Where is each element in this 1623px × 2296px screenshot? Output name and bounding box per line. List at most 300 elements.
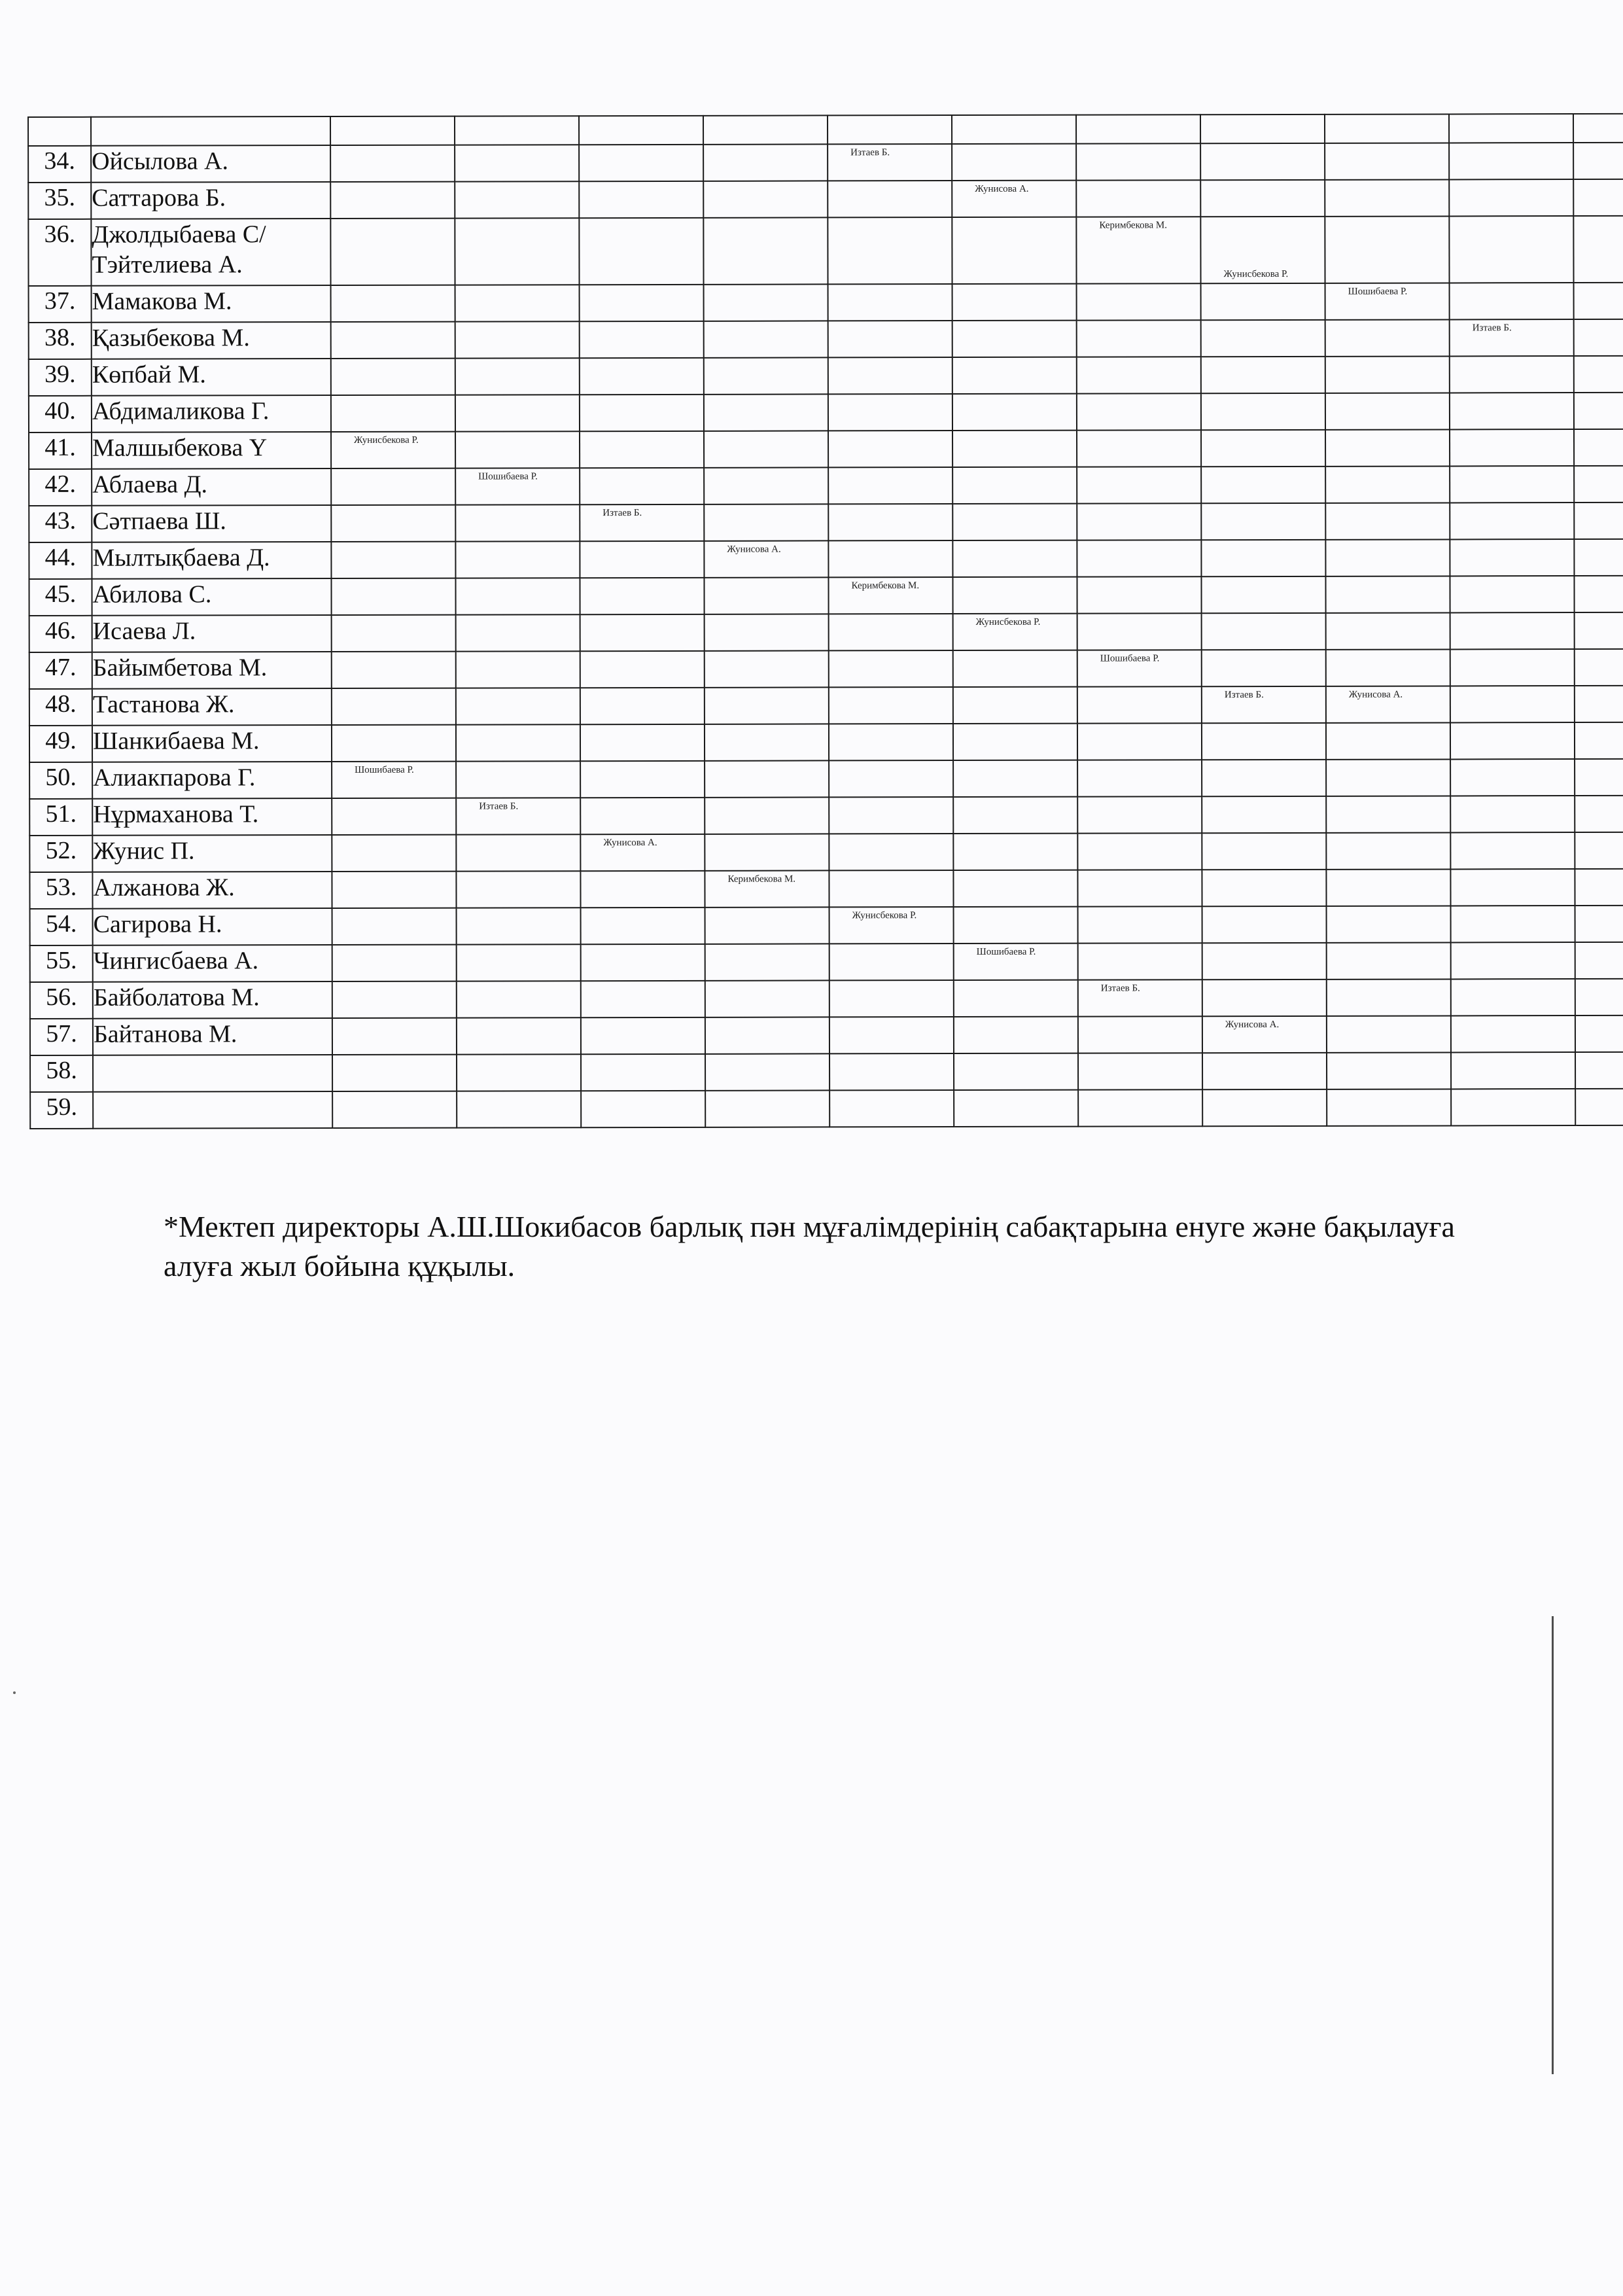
schedule-cell — [829, 1017, 954, 1053]
observation-schedule-table — [27, 113, 1623, 1129]
table-row — [30, 942, 1623, 982]
schedule-cell — [456, 614, 580, 651]
schedule-cell — [828, 217, 952, 284]
schedule-cell — [952, 357, 1077, 394]
schedule-cell — [952, 540, 1077, 577]
schedule-cell — [1449, 143, 1573, 179]
row-number: 59. — [30, 1092, 93, 1129]
schedule-cell — [705, 724, 829, 760]
schedule-cell — [829, 614, 953, 650]
schedule-cell — [953, 797, 1077, 834]
schedule-cell — [828, 181, 952, 217]
schedule-cell — [705, 687, 829, 724]
schedule-cell — [1450, 429, 1574, 466]
schedule-cell — [455, 145, 579, 181]
row-number: 56. — [30, 982, 93, 1019]
schedule-cell — [1450, 393, 1574, 429]
table-row — [29, 283, 1623, 323]
schedule-cell — [1573, 179, 1623, 216]
schedule-cell — [455, 395, 580, 431]
schedule-cell — [1077, 650, 1202, 686]
row-number: 40. — [29, 396, 92, 433]
observer-name: Жунисова А. — [603, 837, 657, 849]
schedule-cell — [1450, 612, 1575, 649]
schedule-cell — [704, 357, 828, 394]
schedule-cell — [704, 577, 828, 614]
schedule-cell — [330, 219, 455, 285]
table-row — [28, 114, 1623, 146]
schedule-cell — [1077, 870, 1202, 906]
schedule-cell — [705, 1017, 829, 1053]
student-name: Ойсылова А. — [91, 145, 330, 183]
schedule-cell — [332, 725, 456, 762]
schedule-cell — [455, 181, 579, 218]
schedule-cell — [1326, 759, 1450, 796]
table-row — [29, 319, 1623, 359]
student-name: Шанкибаева М. — [92, 725, 332, 762]
row-number: 51. — [29, 799, 92, 836]
schedule-cell — [952, 144, 1076, 181]
student-name: Алиакпарова Г. — [92, 762, 332, 799]
schedule-cell — [704, 540, 828, 577]
schedule-cell — [1451, 1052, 1575, 1089]
schedule-cell — [1325, 429, 1450, 466]
schedule-cell — [1326, 649, 1450, 686]
row-number: 45. — [29, 579, 92, 616]
schedule-cell — [1573, 143, 1623, 179]
schedule-cell — [1077, 503, 1201, 540]
schedule-cell — [1325, 179, 1449, 216]
student-name: Малшыбекова Ү — [92, 432, 331, 469]
schedule-cell — [1575, 1089, 1623, 1125]
schedule-cell — [1575, 722, 1623, 759]
schedule-cell — [580, 321, 704, 358]
schedule-cell — [828, 115, 952, 144]
schedule-cell — [1574, 539, 1623, 576]
schedule-cell — [828, 431, 952, 467]
schedule-cell — [1202, 613, 1326, 650]
schedule-cell — [952, 115, 1076, 144]
schedule-cell — [581, 1091, 705, 1127]
schedule-cell — [1202, 1089, 1327, 1126]
schedule-cell — [580, 614, 705, 651]
schedule-cell — [1078, 1089, 1202, 1126]
schedule-cell — [952, 394, 1077, 431]
row-number: 53. — [29, 872, 92, 909]
schedule-cell — [1325, 466, 1450, 503]
schedule-cell — [580, 431, 704, 468]
scan-edge-line — [1552, 1616, 1554, 2074]
observer-name: Жунисбекова Р. — [354, 434, 419, 446]
schedule-cell — [1325, 114, 1449, 143]
table-row — [30, 906, 1623, 945]
observer-name: Шошибаева Р. — [1348, 286, 1408, 297]
schedule-cell — [1201, 467, 1325, 503]
schedule-cell — [952, 431, 1077, 467]
schedule-cell — [1202, 906, 1327, 943]
table-row — [29, 686, 1623, 726]
schedule-cell — [1450, 356, 1574, 393]
schedule-cell — [1078, 906, 1202, 943]
observer-name: Изтаев Б. — [1224, 690, 1264, 701]
schedule-cell — [1076, 180, 1200, 217]
table-row — [29, 649, 1623, 689]
schedule-cell — [954, 1017, 1078, 1053]
table-row — [29, 832, 1623, 872]
schedule-cell — [705, 944, 829, 980]
schedule-cell — [332, 1018, 457, 1055]
schedule-cell — [1449, 179, 1573, 216]
schedule-cell — [1200, 115, 1325, 143]
schedule-cell — [1574, 466, 1623, 503]
schedule-cell — [1450, 832, 1575, 869]
schedule-cell — [1450, 503, 1574, 539]
row-number: 35. — [28, 183, 91, 219]
schedule-cell — [331, 578, 455, 615]
schedule-cell — [1450, 722, 1575, 759]
schedule-cell — [1573, 216, 1623, 283]
schedule-cell — [580, 724, 705, 761]
observer-name: Керимбекова М. — [851, 580, 920, 592]
observer-name: Жунисова А. — [1348, 689, 1403, 700]
table-row — [29, 869, 1623, 909]
schedule-cell — [332, 945, 457, 981]
schedule-cell — [703, 115, 828, 144]
observer-name: Изтаев Б. — [1100, 983, 1140, 994]
schedule-cell — [455, 285, 580, 321]
schedule-cell — [1326, 612, 1450, 649]
schedule-cell — [1575, 1052, 1623, 1089]
student-name: Байболатова М. — [93, 981, 332, 1019]
row-number: 38. — [29, 323, 92, 359]
schedule-cell — [952, 504, 1077, 540]
schedule-cell — [1450, 686, 1575, 722]
schedule-cell — [1076, 143, 1200, 180]
schedule-cell — [1202, 760, 1326, 796]
observer-name: Шошибаева Р. — [1100, 653, 1160, 664]
schedule-cell — [457, 908, 581, 944]
schedule-cell — [580, 651, 705, 688]
schedule-cell — [1327, 906, 1451, 942]
row-number: 43. — [29, 506, 92, 542]
schedule-cell — [580, 688, 705, 724]
schedule-cell — [1327, 1016, 1451, 1052]
schedule-cell — [1450, 283, 1574, 319]
schedule-cell — [1077, 613, 1202, 650]
schedule-cell — [1574, 503, 1623, 539]
schedule-cell — [332, 652, 456, 688]
row-number: 54. — [30, 909, 93, 945]
schedule-cell — [1201, 357, 1325, 393]
schedule-cell — [455, 321, 580, 358]
schedule-cell — [1575, 649, 1623, 686]
table-row — [29, 393, 1623, 433]
schedule-cell — [829, 907, 954, 944]
student-name: Мылтықбаева Д. — [92, 542, 331, 579]
schedule-cell — [579, 181, 703, 218]
student-name: Чингисбаева А. — [93, 945, 332, 982]
schedule-cell — [456, 688, 580, 724]
schedule-cell — [704, 394, 828, 431]
student-name: Мамакова М. — [92, 285, 331, 323]
table-row — [29, 539, 1623, 579]
schedule-cell — [1450, 649, 1575, 686]
schedule-cell — [952, 577, 1077, 614]
schedule-cell — [332, 908, 457, 945]
schedule-cell — [705, 1053, 829, 1090]
schedule-cell — [455, 358, 580, 395]
schedule-cell — [703, 181, 828, 217]
student-name: Қазыбекова М. — [92, 322, 331, 359]
schedule-cell — [331, 468, 455, 505]
student-name-line: Джолдыбаева С/ — [92, 221, 266, 249]
schedule-cell — [1077, 576, 1201, 613]
schedule-cell — [1201, 320, 1325, 357]
student-name: Сагирова Н. — [93, 908, 332, 945]
schedule-cell — [704, 504, 828, 540]
schedule-cell — [1078, 1053, 1202, 1089]
schedule-cell — [1200, 217, 1325, 283]
schedule-cell — [1575, 612, 1623, 649]
schedule-cell — [332, 615, 456, 652]
schedule-cell — [952, 321, 1077, 357]
schedule-cell — [829, 944, 954, 980]
schedule-cell — [331, 359, 455, 395]
row-number: 50. — [29, 762, 92, 799]
student-name: Байтанова М. — [93, 1018, 332, 1055]
schedule-cell — [331, 285, 455, 322]
observer-name: Изтаев Б. — [602, 508, 642, 519]
table-row — [30, 1089, 1623, 1129]
schedule-cell — [828, 144, 952, 181]
student-name: Абдималикова Г. — [92, 395, 331, 433]
schedule-cell — [1202, 686, 1326, 723]
schedule-cell — [456, 871, 580, 908]
table-row — [29, 503, 1623, 542]
schedule-cell — [1575, 686, 1623, 722]
schedule-cell — [580, 761, 705, 798]
schedule-cell — [704, 431, 828, 467]
schedule-cell — [580, 578, 704, 614]
schedule-cell — [456, 798, 580, 834]
observer-name: Изтаев Б. — [1472, 323, 1512, 334]
schedule-cell — [703, 217, 828, 284]
observer-name: Керимбекова М. — [1099, 220, 1167, 231]
table-row — [29, 356, 1623, 396]
schedule-cell — [953, 760, 1077, 797]
table-row — [29, 466, 1623, 506]
student-name: Алжанова Ж. — [92, 872, 332, 909]
schedule-cell — [332, 872, 456, 908]
schedule-cell — [580, 468, 704, 504]
row-number: 42. — [29, 469, 92, 506]
schedule-cell — [581, 981, 705, 1017]
schedule-cell — [953, 650, 1077, 687]
observer-name: Жунисбекова Р. — [852, 910, 917, 921]
schedule-cell — [828, 467, 952, 504]
table-row — [29, 722, 1623, 762]
table-row — [29, 429, 1623, 469]
schedule-cell — [1325, 356, 1450, 393]
schedule-cell — [954, 907, 1078, 944]
schedule-cell — [829, 1053, 954, 1090]
schedule-cell — [704, 284, 828, 321]
schedule-cell — [580, 834, 705, 871]
schedule-cell — [580, 358, 704, 395]
observer-name: Шошибаева Р. — [976, 946, 1036, 957]
schedule-cell — [332, 688, 456, 725]
schedule-cell — [1325, 539, 1450, 576]
schedule-cell — [330, 145, 455, 182]
row-number: 58. — [30, 1055, 93, 1092]
student-name: Исаева Л. — [92, 615, 332, 652]
schedule-cell — [330, 182, 455, 219]
schedule-cell — [455, 468, 580, 504]
schedule-cell — [1202, 833, 1326, 870]
schedule-cell — [1077, 357, 1201, 393]
schedule-cell — [1078, 1016, 1202, 1053]
schedule-cell — [1202, 943, 1327, 980]
schedule-cell — [1450, 466, 1574, 503]
schedule-cell — [828, 357, 952, 394]
row-number — [28, 117, 91, 146]
schedule-table-wrapper — [27, 113, 1512, 1129]
row-number: 49. — [29, 726, 92, 762]
schedule-cell — [332, 981, 457, 1018]
schedule-cell — [332, 835, 456, 872]
table-row — [30, 1052, 1623, 1092]
schedule-cell — [704, 467, 828, 504]
schedule-cell — [1077, 796, 1202, 833]
schedule-cell — [1201, 540, 1325, 576]
schedule-cell — [1325, 576, 1450, 612]
schedule-cell — [457, 1054, 581, 1091]
schedule-cell — [1575, 906, 1623, 942]
schedule-cell — [1076, 115, 1200, 143]
schedule-cell — [829, 1090, 954, 1127]
schedule-cell — [1325, 503, 1450, 539]
schedule-cell — [954, 1090, 1078, 1127]
student-name: Тастанова Ж. — [92, 688, 332, 726]
schedule-cell — [1077, 833, 1202, 870]
observer-name: Жунисова А. — [727, 544, 781, 555]
schedule-cell — [1574, 429, 1623, 466]
schedule-cell — [1202, 1016, 1327, 1053]
row-number: 47. — [29, 652, 92, 689]
schedule-cell — [1575, 942, 1623, 979]
schedule-cell — [1201, 283, 1325, 320]
schedule-cell — [580, 285, 704, 321]
observer-name: Жунисбекова Р. — [1223, 268, 1289, 280]
schedule-cell — [829, 870, 953, 907]
schedule-cell — [1326, 722, 1450, 759]
schedule-cell — [581, 944, 705, 981]
schedule-cell — [580, 395, 704, 431]
schedule-cell — [1574, 356, 1623, 393]
student-name: Саттарова Б. — [91, 182, 330, 219]
table-row — [30, 979, 1623, 1019]
schedule-cell — [580, 798, 705, 834]
schedule-cell — [953, 724, 1077, 760]
schedule-cell — [1202, 796, 1326, 833]
schedule-cell — [705, 650, 829, 687]
scan-speck — [13, 1691, 16, 1694]
schedule-cell — [1575, 979, 1623, 1016]
schedule-cell — [1575, 1016, 1623, 1052]
schedule-cell — [829, 980, 954, 1017]
schedule-cell — [828, 394, 952, 431]
schedule-cell — [332, 798, 456, 835]
schedule-cell — [954, 944, 1078, 980]
schedule-cell — [1450, 759, 1575, 796]
schedule-cell — [1201, 503, 1325, 540]
schedule-cell — [1202, 723, 1326, 760]
schedule-cell — [457, 981, 581, 1017]
schedule-cell — [456, 834, 580, 871]
schedule-cell — [952, 217, 1076, 284]
schedule-cell — [705, 1090, 829, 1127]
schedule-cell — [332, 762, 456, 798]
schedule-cell — [1450, 539, 1574, 576]
schedule-cell — [457, 1017, 581, 1054]
table-row — [29, 576, 1623, 616]
row-number: 44. — [29, 542, 92, 579]
schedule-cell — [581, 1017, 705, 1054]
schedule-cell — [455, 218, 579, 285]
schedule-cell — [1077, 320, 1201, 357]
row-number: 37. — [29, 286, 92, 323]
schedule-cell — [1077, 283, 1201, 320]
schedule-cell — [1450, 869, 1575, 906]
schedule-cell — [581, 1054, 705, 1091]
schedule-cell — [1077, 540, 1201, 576]
schedule-cell — [1202, 650, 1326, 686]
schedule-cell — [457, 1091, 581, 1127]
schedule-cell — [1327, 942, 1451, 979]
schedule-cell — [952, 181, 1076, 217]
row-number: 52. — [29, 836, 92, 872]
schedule-cell — [456, 651, 580, 688]
schedule-cell — [1202, 980, 1327, 1016]
schedule-cell — [828, 577, 952, 614]
schedule-cell — [330, 116, 455, 145]
row-number: 39. — [29, 359, 92, 396]
student-name: Абилова С. — [92, 578, 331, 616]
student-name-line: Тэйтелиева А. — [92, 251, 243, 279]
schedule-cell — [1451, 1016, 1575, 1052]
schedule-cell — [829, 834, 953, 870]
schedule-cell — [1449, 216, 1573, 283]
schedule-cell — [332, 1055, 457, 1091]
student-name: Аблаева Д. — [92, 468, 331, 506]
schedule-cell — [1450, 319, 1574, 356]
schedule-cell — [1325, 393, 1450, 429]
schedule-cell — [1451, 942, 1575, 979]
schedule-cell — [1574, 283, 1623, 319]
schedule-cell — [1574, 393, 1623, 429]
schedule-cell — [704, 321, 828, 357]
student-name: Жунис П. — [92, 835, 332, 872]
table-row — [29, 759, 1623, 799]
observer-name: Шошибаева Р. — [355, 764, 414, 775]
schedule-cell — [456, 761, 580, 798]
observer-name: Жунисова А. — [975, 183, 1029, 194]
schedule-cell — [1326, 832, 1450, 869]
observer-name: Керимбекова М. — [727, 874, 796, 885]
schedule-cell — [581, 908, 705, 944]
student-name: Байымбетова М. — [92, 652, 332, 689]
schedule-cell — [580, 871, 705, 908]
